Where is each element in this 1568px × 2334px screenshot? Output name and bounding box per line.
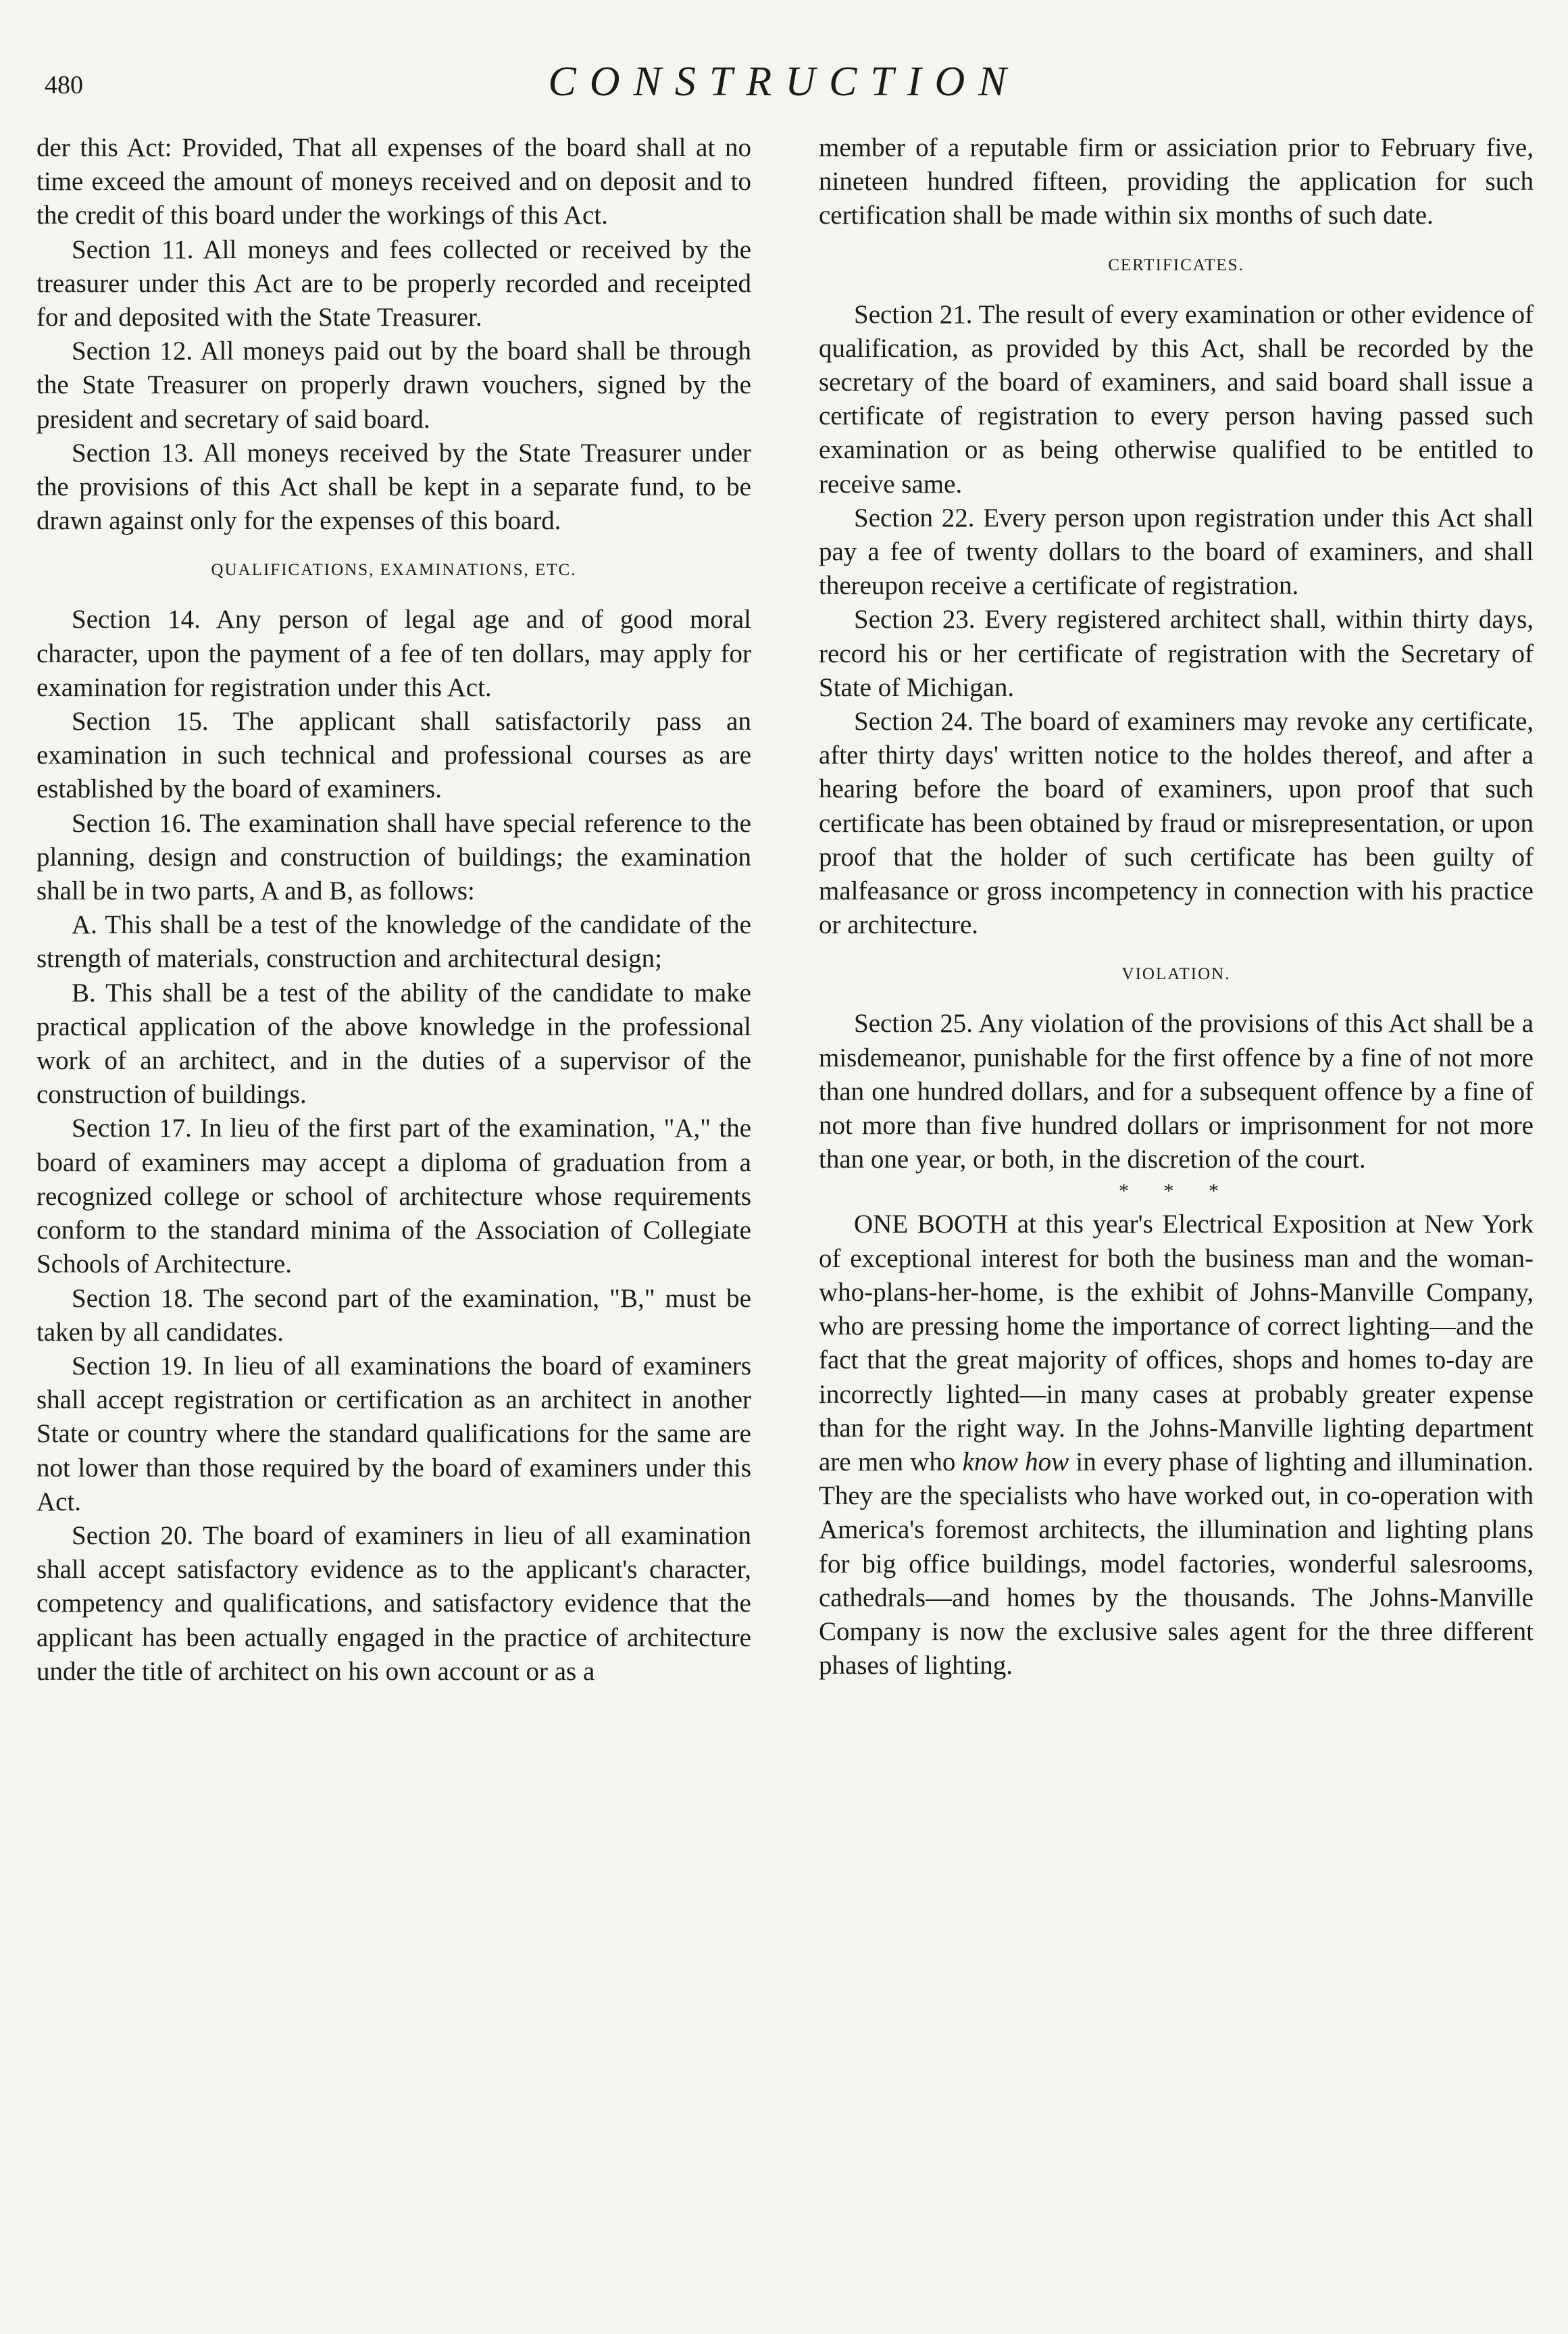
paragraph-section-12: Section 12. All moneys paid out by the board shall be through the State Treasurer on properly drawn vouchers, signed by the president and secretary of said board.: [36, 337, 751, 434]
paragraph-section-20: Section 20. The board of examiners in lieu of all examination shall accept satisfactory evidence as to the applicant's character, competency and qualifications, and satisfactory evidence that the applicant has been actually engaged in the practice of architecture under the title of architect on his own account or as a: [36, 1520, 751, 1686]
paragraph-continuation-right: member of a reputable firm or assiciation prior to February five, nineteen hundred fifteen, providing the application for such certification shall be made within six months of such date.: [819, 133, 1534, 230]
paragraph-section-25: Section 25. Any violation of the provisions of this Act shall be a misdemeanor, punishable for the first offence by a fine of not more than one hundred dollars, and for a subsequent offence by a fine of not more than five hundred dollars or imprisonment for not more than one year, or both, in the discretion of the court.: [819, 1009, 1534, 1174]
paragraph-section-18: Section 18. The second part of the examination, "B," must be taken by all candidates.: [36, 1283, 751, 1347]
booth-text-part-1: ONE BOOTH at this year's Electrical Exposition at New York of exceptional interest for both the business man and the woman-who-plans-her-home, is the exhibit of Johns-Manville Company, who are pressing home the importance of correct lighting—and the fact that the great majority of offices, shops and homes to-day are incorrectly lighted—in many cases at probably greater expense than for the right way. In the Johns-Manville lighting department are men who: [819, 1210, 1534, 1476]
separator-stars: * * *: [1119, 1180, 1234, 1203]
left-column: [36, 131, 751, 1689]
paragraph-section-15: Section 15. The applicant shall satisfactorily pass an examination in such technical and professional courses as are established by the board of examiners.: [36, 707, 751, 804]
paragraph-section-22: Section 22. Every person upon registration under this Act shall pay a fee of twenty dollars to the board of examiners, and shall thereupon receive a certificate of registration.: [819, 503, 1534, 601]
paragraph-part-b: B. This shall be a test of the ability of the candidate to make practical application of the above knowledge in the professional work of an architect, and in the duties of a supervisor of the construction of buildings.: [36, 978, 751, 1110]
paragraph-section-16: Section 16. The examination shall have special reference to the planning, design and construction of buildings; the examination shall be in two parts, A and B, as follows:: [36, 808, 751, 906]
paragraph-section-21: Section 21. The result of every examination or other evidence of qualification, as provided by this Act, shall be recorded by the secretary of the board of examiners, and said board shall issue a certificate of registration to every person having passed such examination or as being otherwise qualified to be entitled to receive same.: [819, 299, 1534, 499]
paragraph-booth-article: [819, 1208, 1534, 1683]
right-column: [819, 131, 1534, 1683]
booth-text-italic: know how: [962, 1447, 1069, 1476]
paragraph-part-a: A. This shall be a test of the knowledge of the candidate of the strength of materials, construction and architectural design;: [36, 910, 751, 974]
paragraph-section-13: Section 13. All moneys received by the State Treasurer under the provisions of this Act shall be kept in a separate fund, to be drawn against only for the expenses of this board.: [36, 438, 751, 536]
page-number: 480: [45, 71, 83, 99]
paragraph-section-24: Section 24. The board of examiners may revoke any certificate, after thirty days' written notice to the holdes thereof, and after a hearing before the board of examiners, upon proof that such certificate has been obtained by fraud or misrepresentation, or upon proof that the holder of such certificate has been guilty of malfeasance or gross incompetency in connection with his practice or architecture.: [819, 707, 1534, 940]
heading-certificates: CERTIFICATES.: [1108, 255, 1244, 274]
paragraph-section-17: Section 17. In lieu of the first part of the examination, "A," the board of examiners may accept a diploma of graduation from a recognized college or school of architecture whose requirements conform to the standard minima of the Association of Collegiate Schools of Architecture.: [36, 1114, 751, 1279]
booth-text-part-2: in every phase of lighting and illumination. They are the specialists who have worked out, in co-operation with America's foremost architects, the illumination and lighting plans for big office buildings, model factories, wonderful salesrooms, cathedrals—and homes by the thousands. The Johns-Manville Company is now the exclusive sales agent for the three different phases of lighting.: [819, 1447, 1534, 1681]
paragraph-section-14: Section 14. Any person of legal age and of good moral character, upon the payment of a fee of ten dollars, may apply for examination for registration under this Act.: [36, 605, 751, 702]
heading-qualifications: QUALIFICATIONS, EXAMINATIONS, ETC.: [211, 561, 577, 580]
paragraph-continuation: der this Act: Provided, That all expenses of the board shall at no time exceed the amount of moneys received and on deposit and to the credit of this board under the workings of this Act.: [36, 133, 751, 230]
paragraph-section-19: Section 19. In lieu of all examinations the board of examiners shall accept registration or certification as an architect in another State or country where the standard qualifications for the same are not lower than those required by the board of examiners under this Act.: [36, 1351, 751, 1516]
running-title: CONSTRUCTION: [548, 59, 1020, 105]
page-header: [0, 58, 1568, 119]
paragraph-section-23: Section 23. Every registered architect shall, within thirty days, record his or her certificate of registration with the Secretary of State of Michigan.: [819, 605, 1534, 702]
heading-violation: VIOLATION.: [1121, 965, 1231, 984]
paragraph-section-11: Section 11. All moneys and fees collected or received by the treasurer under this Act are to be properly recorded and receipted for and deposited with the State Treasurer.: [36, 234, 751, 332]
